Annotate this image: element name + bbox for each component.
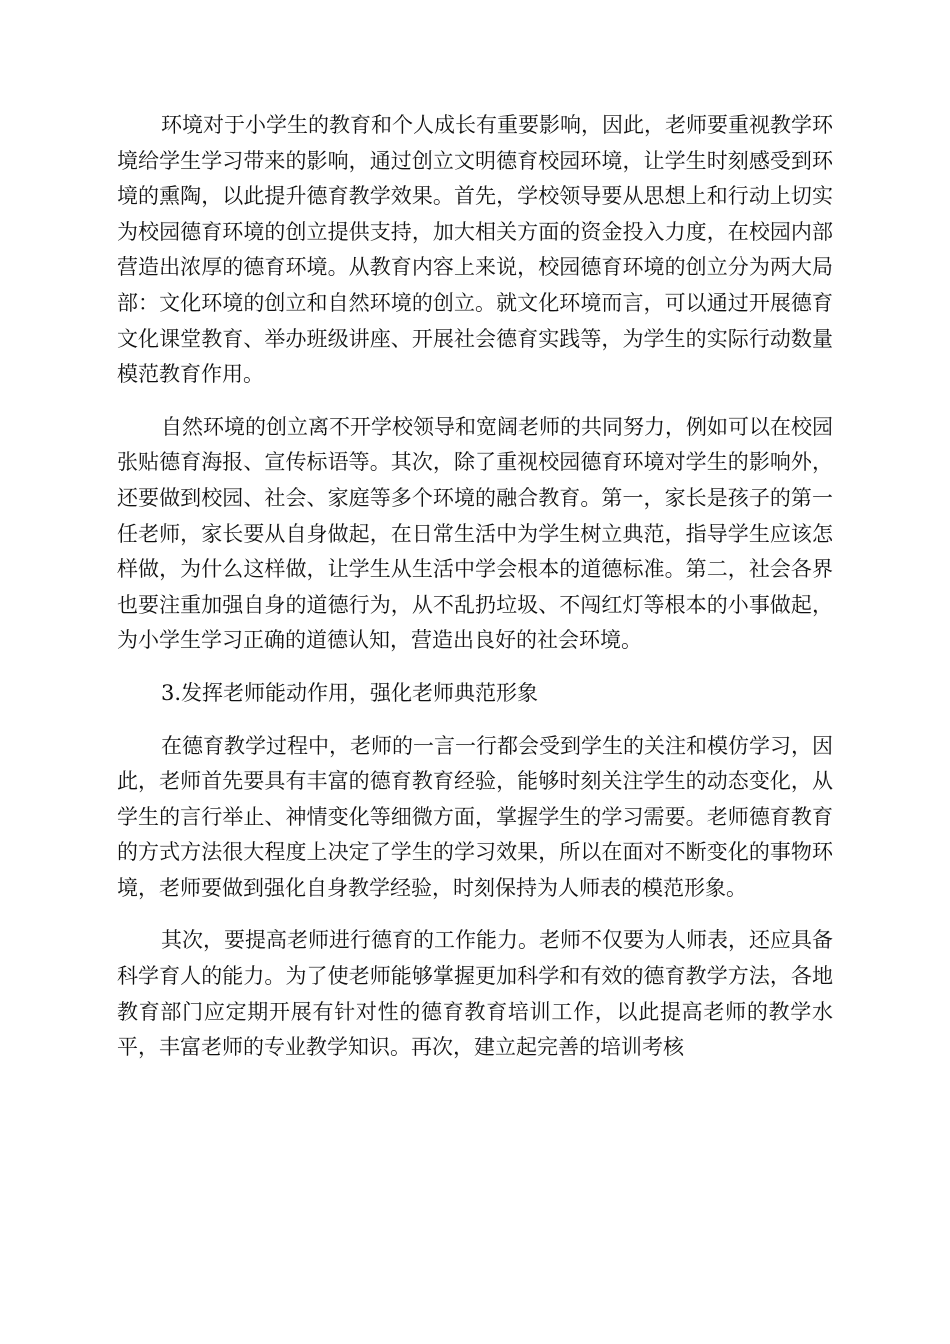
paragraph-teacher-example: 在德育教学过程中，老师的一言一行都会受到学生的关注和模仿学习，因此，老师首先要具有丰富的德育教育经验，能够时刻关注学生的动态变化，从学生的言行举止、神情变化等细微方面，掌握学生的学习需要。老师德育教育的方式方法很大程度上决定了学生的学习效果，所以在面对不断变化的事物环境，老师要做到强化自身教学经验，时刻保持为人师表的模范形象。 [117, 733, 833, 900]
paragraph-natural-environment: 自然环境的创立离不开学校领导和宽阔老师的共同努力，例如可以在校园张贴德育海报、宣传标语等。其次，除了重视校园德育环境对学生的影响外，还要做到校园、社会、家庭等多个环境的融合教育。第一，家长是孩子的第一任老师，家长要从自身做起，在日常生活中为学生树立典范，指导学生应该怎样做，为什么这样做，让学生从生活中学会根本的道德标准。第二，社会各界也要注重加强自身的道德行为，从不乱扔垃圾、不闯红灯等根本的小事做起，为小学生学习正确的道德认知，营造出良好的社会环境。 [117, 414, 833, 653]
paragraph-school-environment: 环境对于小学生的教育和个人成长有重要影响，因此，老师要重视教学环境给学生学习带来的影响，通过创立文明德育校园环境，让学生时刻感受到环境的熏陶，以此提升德育教学效果。首先，学校领导要从思想上和行动上切实为校园德育环境的创立提供支持，加大相关方面的资金投入力度，在校园内部营造出浓厚的德育环境。从教育内容上来说，校园德育环境的创立分为两大局部：文化环境的创立和自然环境的创立。就文化环境而言，可以通过开展德育文化课堂教育、举办班级讲座、开展社会德育实践等，为学生的实际行动数量模范教育作用。 [117, 113, 833, 387]
section-heading-teacher-role: 3.发挥老师能动作用，强化老师典范形象 [161, 680, 539, 705]
document-page [117, 108, 833, 1083]
paragraph-teacher-ability: 其次，要提高老师进行德育的工作能力。老师不仅要为人师表，还应具备科学育人的能力。为了使老师能够掌握更加科学和有效的德育教学方法，各地教育部门应定期开展有针对性的德育教育培训工作，以此提高老师的教学水平，丰富老师的专业教学知识。再次，建立起完善的培训考核 [117, 928, 833, 1060]
